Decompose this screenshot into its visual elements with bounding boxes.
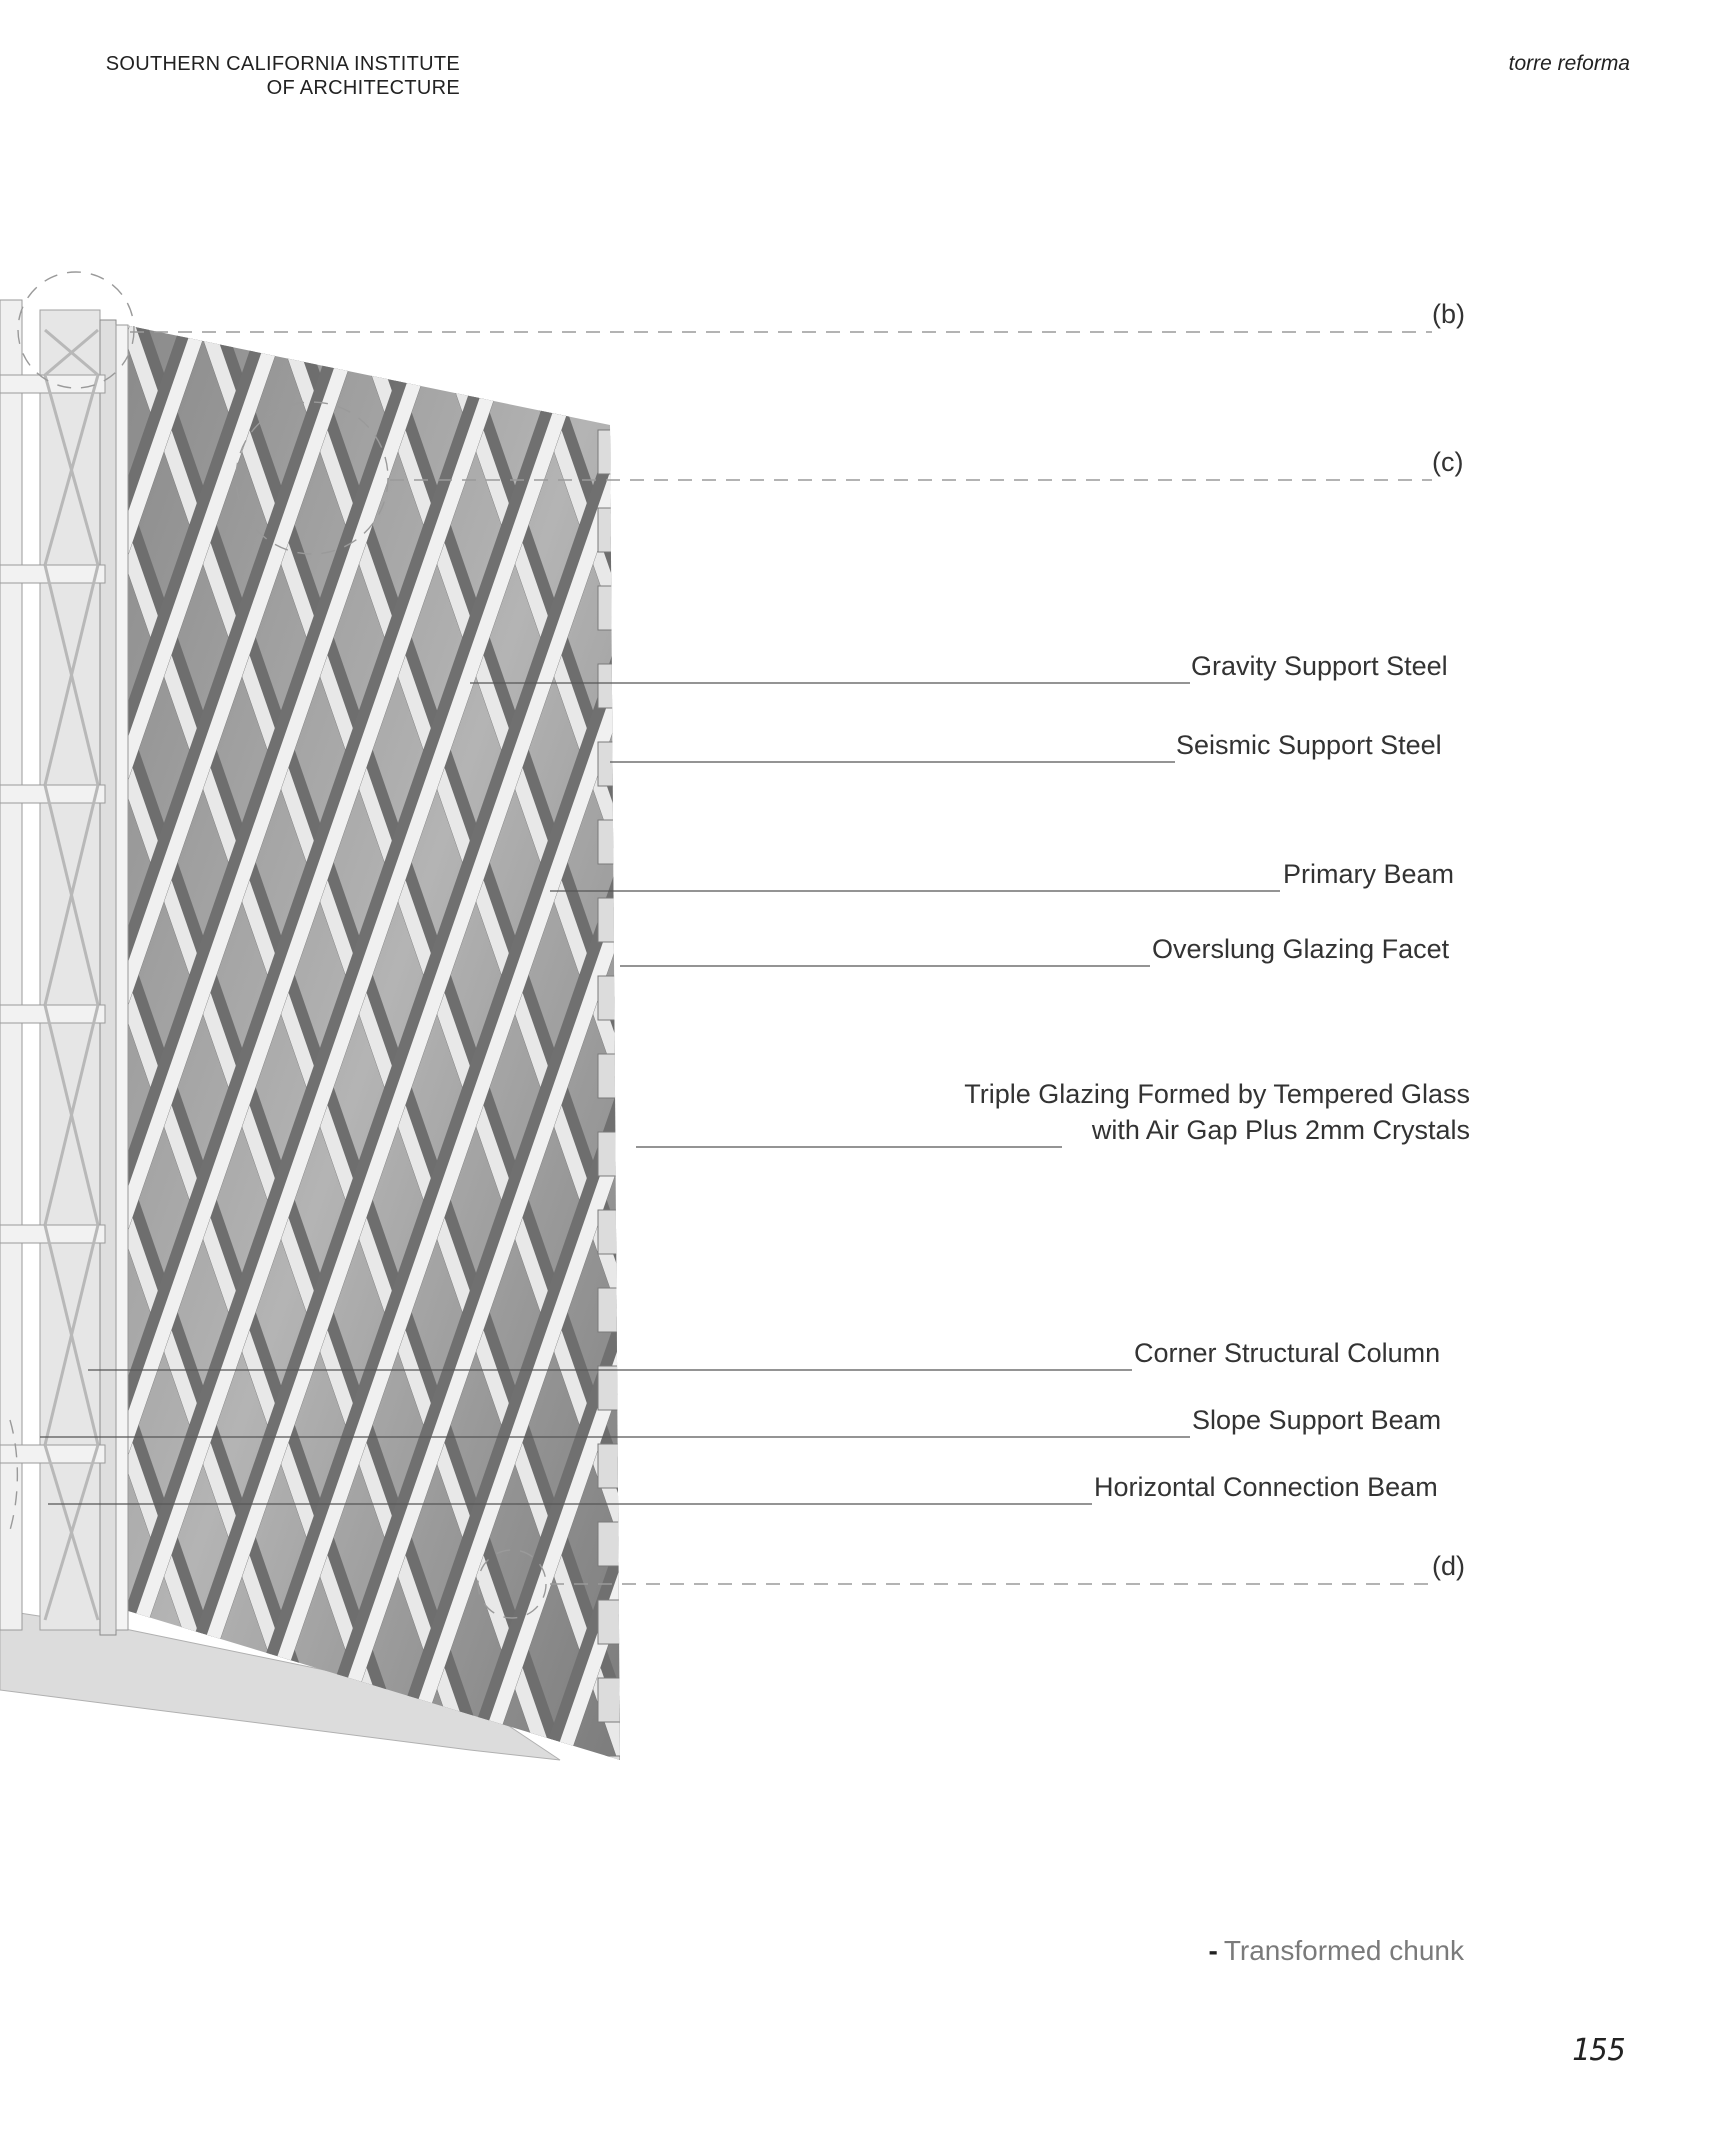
column-beam [0, 375, 105, 393]
caption-text: Transformed chunk [1223, 1935, 1464, 1966]
diagrid-member-shadow [853, 300, 1373, 1800]
institution-line-1: SOUTHERN CALIFORNIA INSTITUTE [105, 53, 460, 75]
label-corner-structural-column: Corner Structural Column [1134, 1338, 1441, 1368]
edge-fin [598, 1522, 620, 1566]
edge-fin [598, 976, 620, 1020]
diagrid-member-shadow [593, 300, 1113, 1800]
edge-fin [598, 586, 620, 630]
edge-fin [598, 1366, 620, 1410]
diagrid-member-shadow [697, 300, 1217, 1800]
figure-caption [1208, 1935, 1464, 1967]
diagrid-member [703, 300, 1223, 1800]
edge-fin [598, 1678, 620, 1722]
diagrid-member [743, 300, 1263, 1800]
diagrid-member-shadow [1087, 300, 1607, 1800]
diagrid-member-shadow [1321, 300, 1721, 1800]
column-beam [0, 565, 105, 583]
diagrid-member [1171, 300, 1691, 1800]
diagrid-member [1327, 300, 1721, 1800]
page-number: 155 [1571, 2033, 1626, 2068]
column-beam [0, 785, 105, 803]
label-triple-glazing [964, 1078, 1470, 1146]
label-triple-glazing-line-2: with Air Gap Plus 2mm Crystals [1091, 1115, 1470, 1145]
diagrid-member-shadow [1165, 300, 1685, 1800]
edge-fin [598, 508, 620, 552]
edge-fin [598, 664, 620, 708]
edge-fin [598, 430, 620, 474]
diagrid-member [665, 300, 1185, 1800]
diagrid-member [781, 300, 1301, 1800]
diagrid-member-shadow [1243, 300, 1721, 1800]
label-horizontal-connection-beam: Horizontal Connection Beam [1094, 1472, 1438, 1502]
diagrid-member [547, 300, 1067, 1800]
institution-line-2: OF ARCHITECTURE [266, 77, 460, 99]
edge-fin [598, 1444, 620, 1488]
diagrid-member-shadow [775, 300, 1295, 1800]
callout-c: (c) [1432, 447, 1464, 477]
edge-fin [598, 1210, 620, 1254]
label-triple-glazing-line-1: Triple Glazing Formed by Tempered Glass [964, 1079, 1470, 1109]
column-beam [0, 1225, 105, 1243]
diagrid-member [587, 300, 1107, 1800]
diagrid-member [1093, 300, 1613, 1800]
diagrid-member-shadow [1477, 300, 1721, 1800]
diagrid-member-shadow [541, 300, 1061, 1800]
edge-fin [598, 1054, 620, 1098]
diagrid-member [1483, 300, 1721, 1800]
diagrid-member [1249, 300, 1721, 1800]
diagrid-member [937, 300, 1457, 1800]
column-beam [0, 1005, 105, 1023]
label-seismic-support-steel: Seismic Support Steel [1176, 730, 1442, 760]
caption-dash: - [1208, 1935, 1218, 1966]
label-slope-support-beam: Slope Support Beam [1192, 1405, 1442, 1435]
edge-fin [598, 1756, 620, 1800]
callout-d: (d) [1432, 1551, 1465, 1581]
diagrid-member-shadow [671, 300, 1191, 1800]
edge-fin [598, 1288, 620, 1332]
edge-fin [598, 1600, 620, 1644]
diagrid-member-shadow [619, 300, 1139, 1800]
edge-fin [598, 898, 620, 942]
edge-fin [598, 1132, 620, 1176]
diagrid-member-shadow [931, 300, 1451, 1800]
label-primary-beam: Primary Beam [1283, 859, 1455, 889]
label-overslung-glazing-facet: Overslung Glazing Facet [1152, 934, 1450, 964]
diagrid-member-shadow [749, 300, 1269, 1800]
diagrid-member [859, 300, 1379, 1800]
edge-fin [598, 742, 620, 786]
edge-fin [598, 820, 620, 864]
project-title: torre reforma [1508, 52, 1630, 75]
diagrid-member [625, 300, 1145, 1800]
label-gravity-support-steel: Gravity Support Steel [1191, 651, 1448, 681]
callout-b: (b) [1432, 299, 1465, 329]
